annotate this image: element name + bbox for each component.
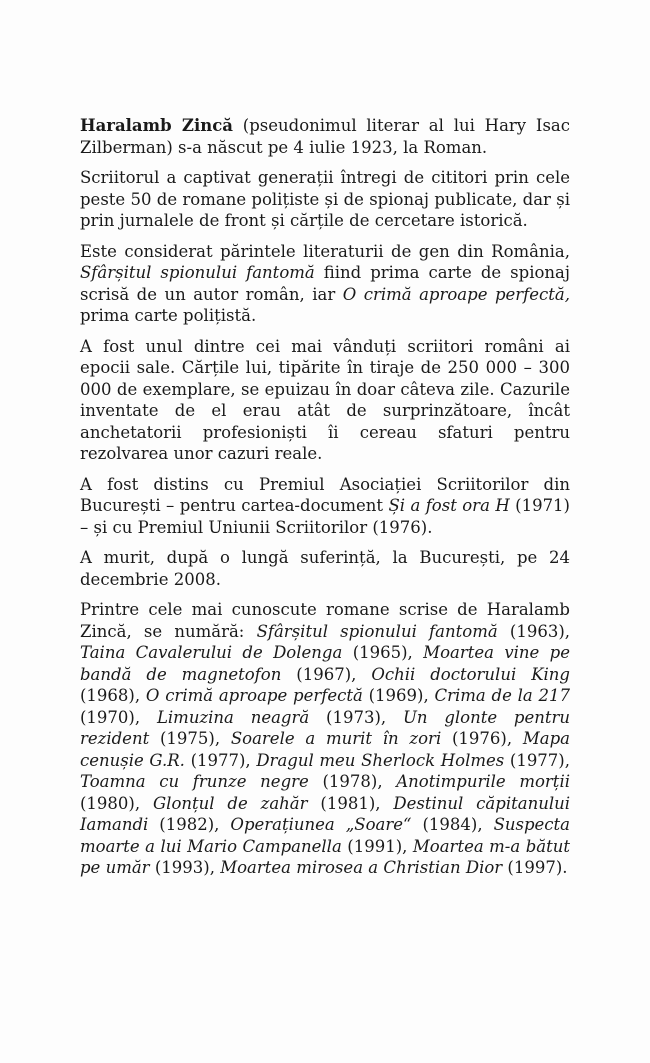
text-run: Sfârșitul spionului fantomă [80, 263, 315, 282]
text-run: Scriitorul a captivat generații întregi de cititori prin cele peste 50 de romane polițiste și de spionaj publicate, dar și prin jurnalele de front și cărțile de cercetare istorică. [80, 168, 570, 230]
text-run: (1977), [184, 750, 257, 770]
text-run: (1965), [342, 643, 424, 662]
text-run: A fost unul dintre cei mai vânduți scriitori români ai epocii sale. Cărțile lui, tipărite în tiraje de 250 000 – 300 000 de exemplare, se epuizau în doar câteva zile. Cazurile inventate de el erau atât de surprinzătoare, încât anchetatorii profesioniști îi cereau sfaturi pentru rezolvarea unor cazuri reale. [80, 336, 570, 463]
text-run: Moartea mirosea a Christian Dior [220, 858, 503, 877]
text-run: Printre cele mai cunoscute romane scrise de Haralamb Zincă, se numără: [80, 600, 570, 641]
text-run: Și a fost ora H [388, 496, 510, 515]
text-run: A murit, după o lungă suferință, la București, pe 24 decembrie 2008. [80, 548, 570, 589]
text-run: (1968), [80, 686, 146, 705]
paragraph-bestseller [80, 336, 570, 465]
text-run: Anotimpurile morții [396, 772, 570, 791]
text-run: (1969), [362, 686, 435, 705]
text-run: Haralamb Zincă [80, 116, 233, 135]
text-run: (1981), [307, 793, 394, 813]
text-run: Destinul căpitanului Iamandi [80, 793, 571, 834]
paragraph-career [80, 167, 570, 232]
text-run: Suspecta moarte a lui Mario Campanella [80, 815, 571, 856]
paragraph-genre-father [80, 241, 570, 327]
text-run: O crimă aproape perfectă, [342, 284, 570, 304]
paragraph-novels-list [80, 599, 570, 879]
text-run: Soarele a murit în zori [230, 729, 442, 748]
text-run: Taina Cavalerului de Dolenga [80, 643, 343, 662]
text-run: (1963), [497, 621, 571, 641]
text-run: Limuzina neagră [156, 707, 310, 727]
text-run: (1997). [502, 858, 568, 877]
text-run: (1967), [281, 664, 372, 684]
paragraph-birth [80, 115, 570, 158]
text-run: (1980), [80, 793, 153, 813]
text-run: Un glonte pentru rezident [80, 707, 571, 748]
text-run: A fost distins cu Premiul Asociației Scriitorilor din București – pentru cartea-document [80, 474, 570, 515]
paragraph-awards [80, 474, 570, 539]
text-run: (1991), [341, 836, 413, 856]
text-run: Moartea m-a bătut pe umăr [80, 836, 570, 877]
text-run: (1982), [148, 815, 231, 834]
text-run: (1993), [149, 858, 221, 877]
text-run: Glonțul de zahăr [153, 793, 308, 813]
text-run: fiind prima carte de spionaj scrisă de un autor român, iar [80, 263, 570, 304]
biography-article [80, 115, 570, 879]
text-run: (1970), [80, 707, 157, 727]
text-run: Operațiunea „Soare“ [230, 815, 412, 834]
text-run: (1976), [441, 729, 523, 748]
text-run: prima carte polițistă. [80, 306, 257, 325]
text-run: (1971) – și cu Premiul Uniunii Scriitorilor (1976). [80, 496, 570, 537]
text-run: Dragul meu Sherlock Holmes [256, 750, 505, 770]
text-run: (1975), [149, 729, 231, 748]
text-run: (1977), [504, 750, 570, 770]
text-run: Toamna cu frunze negre [80, 772, 309, 791]
text-run: Mapa cenușie G.R. [80, 729, 570, 770]
text-run: (pseudonimul literar al lui Hary Isac Zilberman) s-a născut pe 4 iulie 1923, la Roman. [80, 116, 570, 157]
text-run: Moartea vine pe bandă de magnetofon [80, 643, 571, 684]
text-run: Este considerat părintele literaturii de gen din România, [80, 241, 570, 261]
text-run: O crimă aproape perfectă [145, 686, 363, 705]
text-run: Crima de la 217 [434, 686, 570, 705]
paragraph-death [80, 547, 570, 590]
text-run: Sfârșitul spionului fantomă [256, 621, 498, 641]
text-run: (1984), [411, 815, 494, 834]
text-run: (1973), [309, 707, 403, 727]
text-run: Ochii doctorului King [371, 664, 570, 684]
text-run: (1978), [308, 772, 397, 791]
